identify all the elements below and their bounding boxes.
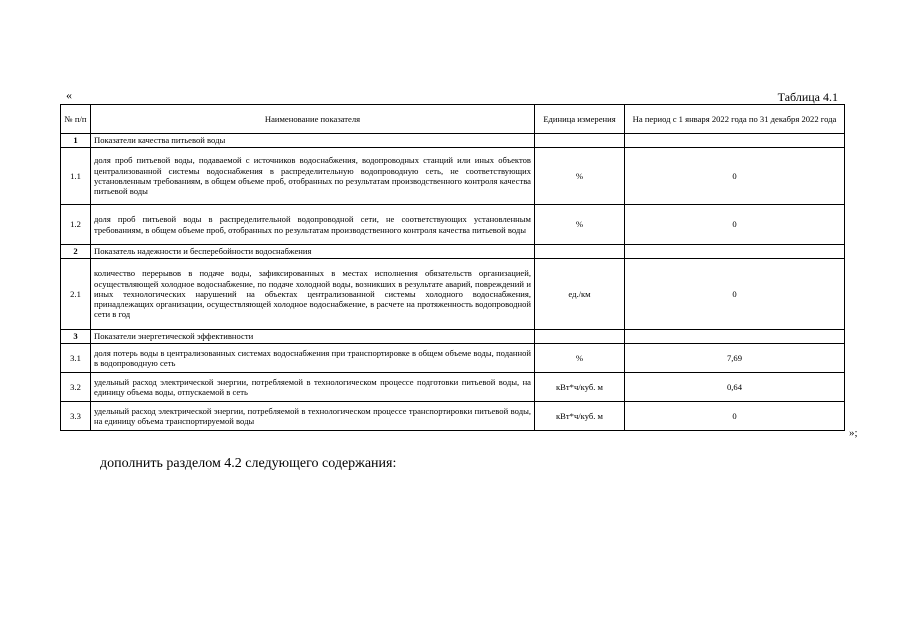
closing-quote: »;: [849, 427, 858, 439]
row-name: количество перерывов в подаче воды, зафиксированных в местах исполнения обязательств организацией, осуществляющей холодное водоснабжение, по подаче холодной воды, возникших в результате аварий, повреждений и иных технологических нарушений на объектах централизованной системы холодного водоснабжения, принадлежащих организации, осуществляющей холодное водоснабжение, в расчете на протяженность водопроводной сети в год: [91, 259, 535, 330]
row-num: 1.2: [61, 205, 91, 245]
row-unit: %: [535, 205, 625, 245]
row-unit: кВт*ч/куб. м: [535, 373, 625, 402]
row-num: 1.1: [61, 148, 91, 205]
table-row: [61, 373, 845, 402]
row-unit: [535, 330, 625, 344]
opening-quote: «: [66, 88, 72, 102]
table-row-section-2: [61, 245, 845, 259]
table-row: [61, 148, 845, 205]
row-value: 7,69: [625, 344, 845, 373]
row-num: 2.1: [61, 259, 91, 330]
row-name: доля проб питьевой воды в распределительной водопроводной сети, не соответствующих установленным требованиям, в общем объеме проб, отобранных по результатам производственного контроля качества питьевой воды: [91, 205, 535, 245]
row-name: Показатель надежности и бесперебойности водоснабжения: [91, 245, 535, 259]
table-title: Таблица 4.1: [777, 90, 838, 104]
table-header-row: [61, 105, 845, 134]
table-row: [61, 402, 845, 431]
row-value: [625, 245, 845, 259]
row-name: удельный расход электрической энергии, потребляемой в технологическом процессе подготовки питьевой воды, на единицу объема воды, отпускаемой в сеть: [91, 373, 535, 402]
table-row: [61, 344, 845, 373]
row-name: доля проб питьевой воды, подаваемой с источников водоснабжения, водопроводных станций или иных объектов централизованной системы водоснабжения в распределительную водопроводную сеть, не соответствующих установленным требованиям, в общем объеме проб, отобранных по результатам производственного контроля качества питьевой воды: [91, 148, 535, 205]
row-value: 0: [625, 205, 845, 245]
row-unit: кВт*ч/куб. м: [535, 402, 625, 431]
header-num: № п/п: [61, 105, 91, 134]
indicators-table: [60, 104, 845, 431]
row-num: 1: [61, 134, 91, 148]
row-unit: %: [535, 148, 625, 205]
row-name: доля потерь воды в централизованных системах водоснабжения при транспортировке в общем объеме воды, поданной в водопроводную сеть: [91, 344, 535, 373]
table-row: [61, 259, 845, 330]
continuation-text: дополнить разделом 4.2 следующего содержания:: [100, 456, 397, 471]
row-name: Показатели энергетической эффективности: [91, 330, 535, 344]
header-name: Наименование показателя: [91, 105, 535, 134]
row-unit: [535, 245, 625, 259]
row-num: 2: [61, 245, 91, 259]
row-name: удельный расход электрической энергии, потребляемой в технологическом процессе транспортировки питьевой воды, на единицу объема транспортируемой воды: [91, 402, 535, 431]
row-unit: ед./км: [535, 259, 625, 330]
header-unit: Единица измерения: [535, 105, 625, 134]
row-value: 0: [625, 148, 845, 205]
header-period: На период с 1 января 2022 года по 31 декабря 2022 года: [625, 105, 845, 134]
row-num: 3.2: [61, 373, 91, 402]
row-num: 3: [61, 330, 91, 344]
row-num: 3.1: [61, 344, 91, 373]
row-value: 0: [625, 259, 845, 330]
row-unit: %: [535, 344, 625, 373]
row-value: [625, 330, 845, 344]
row-value: 0,64: [625, 373, 845, 402]
row-name: Показатели качества питьевой воды: [91, 134, 535, 148]
row-value: [625, 134, 845, 148]
row-unit: [535, 134, 625, 148]
table-row-section-1: [61, 134, 845, 148]
row-num: 3.3: [61, 402, 91, 431]
row-value: 0: [625, 402, 845, 431]
table-row: [61, 205, 845, 245]
table-row-section-3: [61, 330, 845, 344]
